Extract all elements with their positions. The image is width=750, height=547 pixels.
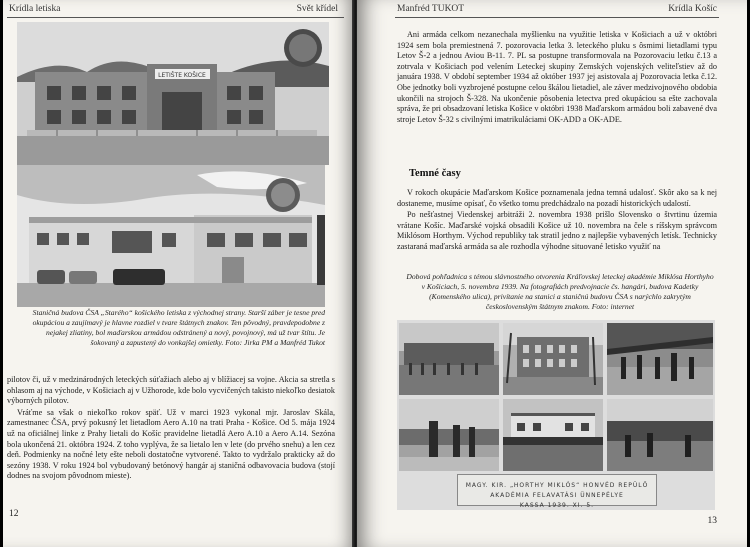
postcard-photo-ceremony <box>607 399 713 471</box>
postcard-photo-terminal-building <box>503 399 603 471</box>
left-paragraph-1: pilotov či, už v medzinárodných leteckých súťažiach alebo aj v blížiacej sa vojne. Akcia sa stretla s ohlasom aj na východe, v Košiciach aj v Užhorode, kde bolo vycvičených takisto niekoľko desiatok výborných pilotov. <box>7 375 335 406</box>
right-paragraph-2: Po nešťastnej Viedenskej arbitráži 2. novembra 1938 prišlo Slovensko o štvrtinu územia vrátane Košíc. Maďarské vojská obsadili Košice už 10. novembra na čele s ríšskym správcom Miklósom Horthym. Východ republiky tak stratil jedno z najlepšie vybavených letísk. Technicky zastaraná maďarská armáda sa ale rozhodla výhodne situované letisko využiť na <box>397 210 717 251</box>
page-number-right: 13 <box>707 516 717 526</box>
right-section-text <box>397 188 717 254</box>
postcard-banner <box>457 474 657 509</box>
section-heading: Temné časy <box>409 168 461 179</box>
header-rule <box>395 17 719 18</box>
page-number-left: 12 <box>9 509 19 519</box>
running-head-right: Krídla Košíc <box>668 4 717 14</box>
postcard-photo-kadetka <box>503 323 603 395</box>
postcard-photo-hangars <box>399 323 499 395</box>
left-body-text <box>7 375 335 483</box>
running-head-left: Manfréd TUKOT <box>397 4 465 14</box>
right-paragraph-1: V rokoch okupácie Maďarskom Košice poznamenala jedna temná udalosť. Skôr ako sa k nej dostaneme, musíme opísať, čo všetko tomu predchádzalo na pozadí historických udalostí. <box>397 188 717 208</box>
postcard-photo-station-welcome <box>607 323 713 395</box>
left-photo-caption: Staničná budova ČSA „Starého“ košického letiska z východnej strany. Starší záber je tesne pred okupáciou a zaujímavý je hlavne rozdiel v tvare štátnych znakov. Ten pôvodný, pravdepodobne z nejakej zliatiny, bol maďarskou armádou odstránený a nový, povojnový, má už tvar štítu. Je šokovaný a zapustený do vonkajšej omietky. Foto: Jirka PM a Manfréd Tukot <box>32 308 325 347</box>
photo-modern-terminal <box>17 165 325 307</box>
left-paragraph-2: Vráťme sa však o niekoľko rokov späť. Už v marci 1923 vykonal mjr. Jaroslav Skála, zamestnanec ČSA, prvý pokusný let lietadlom Aero A.10 na trati Praha - Košice. Od 5. mája 1924 už na oficiálnej linke z Prahy lietali do Košíc pravidelne lietadlá Aero A.10 a Aero A.14. Sezóna bola ukončená 21. októbra 1924. Z toho vyplýva, že sa lietalo len v lete (do prvého snehu) a len cez deň. Podmienky na nočné lety ešte neboli dostatočne vytvorené. Takto to vydržalo prakticky až do sezóny 1938. V roku 1924 bol vybudovaný betónový hangár aj staničná odbavovacia budova (stojí dodnes na svojom pôvodnom mieste). <box>7 407 335 481</box>
left-page <box>3 0 354 547</box>
right-page <box>357 0 747 547</box>
running-head-right: Svět křídel <box>296 4 338 14</box>
right-intro-text: Ani armáda celkom nezanechala myšlienku na využitie letiska v Košiciach a už v októbri 1924 sem bola premiestnená 7. pozorovacia letka 3. leteckého pluku s ôsmimi lietadlami typu Letov Š-2 a jednou Aviou B-11. 7. PL sa postupne transformovala na Pozorovaciu letku č.13 a zotrvala v Košiciach pod velením Leteckej skupiny Zemských vojenských veliteľstiev až do januára 1938. V období september 1934 až október 1937 jej asistovala aj Pozorovacia letka č.12. Obe jednotky boli vyzbrojené postupne celou škálou lietadiel, ale záver medzivojnového obdobia ukončili na strojoch Š-328. Na ukončenie pôsobenia letectva pred okupáciou sa ešte zachovala správa, že pri obsadzovaní letiska Košice v októbri 1938 Maďarskom armádou boli zabavené dva stroje Letov Š-32 s civilnými imatrikuláciami OK-ADD a OK-ADE. <box>397 30 717 124</box>
header-rule <box>7 17 344 18</box>
banner-line-2: KASSA 1939. XI. 5. <box>519 502 595 509</box>
photo-old-terminal <box>17 22 329 165</box>
running-head-left: Krídla letiska <box>9 4 61 14</box>
banner-line-1: MAGY. KIR. „HORTHY MIKLÓS“ HONVÉD REPÜLŐ AKADÉMIA FELAVATÁSI ÜNNEPÉLYE <box>465 482 649 499</box>
terminal-sign: LETIŠTE KOŠICE <box>158 72 206 79</box>
postcard <box>397 320 715 510</box>
postcard-caption: Dobová pohľadnica s témou slávnostného otvorenia Kráľovskej leteckej akadémie Miklósa Horthyho v Košiciach, 5. novembra 1939. Na fotografiách predvojnacie čs. hangári, budova Kadetky (Komenského ulica), privítanie na stanici a staničnú budovu ČSA s narýchlo zakrytým československým štátnym znakom. Foto: internet <box>406 272 714 311</box>
postcard-photo-officers <box>399 399 499 471</box>
